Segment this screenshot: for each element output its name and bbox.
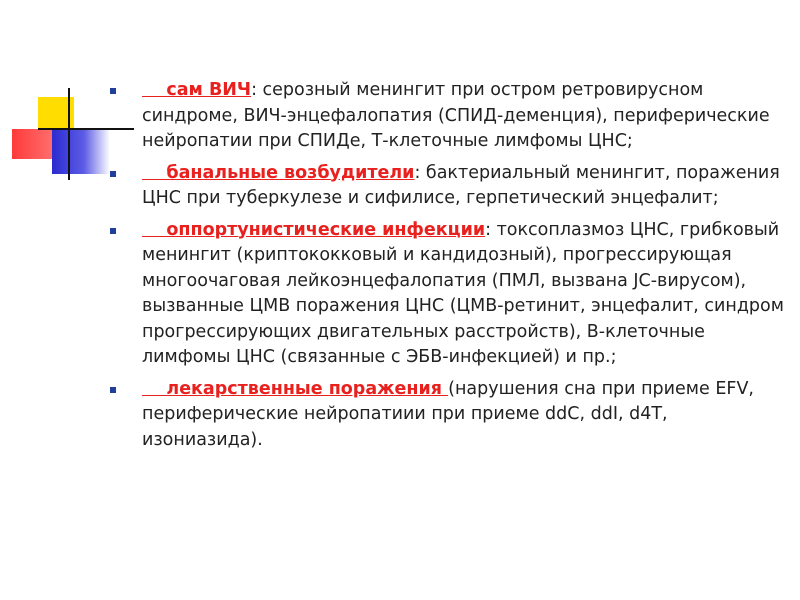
square-bullet-icon	[110, 88, 116, 94]
item-term: оппортунистические инфекции	[142, 219, 486, 240]
item-term: лекарственные поражения	[142, 378, 449, 399]
list-item-hiv	[108, 78, 788, 155]
item-text: : серозный менингит при остром ретровирусном синдроме, ВИЧ-энцефалопатия (СПИД-деменция), периферические нейропатии при СПИДе, Т-клеточные лимфомы ЦНС;	[142, 80, 770, 151]
item-term: банальные возбудители	[142, 162, 415, 183]
decor-vertical-line	[68, 88, 70, 180]
list-item-opportunistic-infections	[108, 218, 788, 371]
square-bullet-icon	[110, 387, 116, 393]
decor-blue-square	[52, 130, 110, 174]
list-item-banal-pathogens	[108, 161, 788, 212]
square-bullet-icon	[110, 228, 116, 234]
slide-title-fragment	[70, 0, 770, 6]
item-term: сам ВИЧ	[142, 80, 252, 100]
bullet-list	[108, 78, 788, 459]
list-item-drug-lesions	[108, 377, 788, 454]
item-text: : токсоплазмоз ЦНС, грибковый менингит (криптококковый и кандидозный), прогрессирующая многоочаговая лейкоэнцефалопатия (ПМЛ, вызвана JC-вирусом), вызванные ЦМВ поражения ЦНС (ЦМВ-ретинит, энцефалит, синдром прогрессирующих двигательных расстройств), В-клеточные лимфомы ЦНС (связанные с ЭБВ-инфекцией) и пр.;	[142, 219, 784, 367]
item-text: : бактериальный менингит, поражения ЦНС при туберкулезе и сифилисе, герпетический энцефалит;	[142, 162, 780, 208]
item-text: (нарушения сна при приеме EFV, периферические нейропатиии при приеме ddC, ddI, d4T, изониазида).	[142, 378, 754, 450]
square-bullet-icon	[110, 171, 116, 177]
